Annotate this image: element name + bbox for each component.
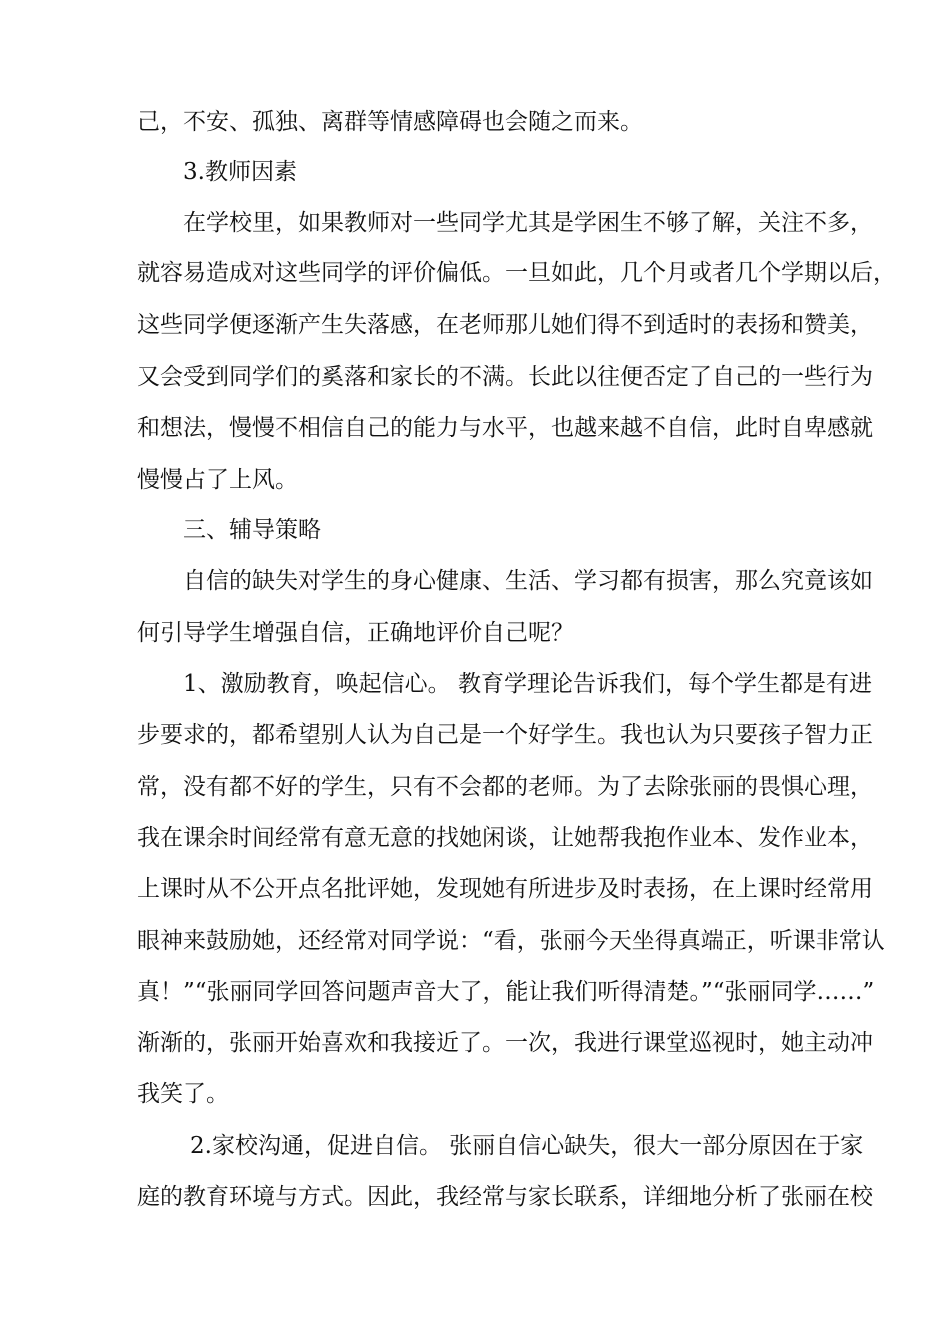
text-line-12: 1、激励教育，唤起信心。 教育学理论告诉我们，每个学生都是有进 — [183, 671, 872, 697]
text-line-8: 慢慢占了上风。 — [137, 467, 298, 493]
text-line-22: 庭的教育环境与方式。因此，我经常与家长联系，详细地分析了张丽在校 — [137, 1184, 873, 1210]
text-line-4: 就容易造成对这些同学的评价偏低。一旦如此，几个月或者几个学期以后， — [137, 260, 896, 286]
text-line-1: 己，不安、孤独、离群等情感障碍也会随之而来。 — [137, 109, 643, 135]
text-line-7: 和想法，慢慢不相信自己的能力与水平，也越来越不自信，此时自卑感就 — [137, 415, 873, 441]
section-heading-counseling-strategy: 三、辅导策略 — [183, 517, 321, 543]
text-line-14: 常，没有都不好的学生，只有不会都的老师。为了去除张丽的畏惧心理， — [137, 774, 873, 800]
text-line-10: 自信的缺失对学生的身心健康、生活、学习都有损害，那么究竟该如 — [183, 568, 873, 594]
text-line-21: 2.家校沟通，促进自信。 张丽自信心缺失，很大一部分原因在于家 — [190, 1133, 864, 1159]
text-line-16: 上课时从不公开点名批评她，发现她有所进步及时表扬，在上课时经常用 — [137, 876, 873, 902]
text-line-3: 在学校里，如果教师对一些同学尤其是学困生不够了解，关注不多， — [183, 210, 873, 236]
text-line-18: 真！”“张丽同学回答问题声音大了，能让我们听得清楚。”“张丽同学……” — [137, 979, 875, 1005]
section-heading-teacher-factors: 3.教师因素 — [183, 159, 297, 185]
text-line-13: 步要求的，都希望别人认为自己是一个好学生。我也认为只要孩子智力正 — [137, 722, 873, 748]
text-line-20: 我笑了。 — [137, 1081, 229, 1107]
text-line-6: 又会受到同学们的奚落和家长的不满。长此以往便否定了自己的一些行为 — [137, 364, 873, 390]
text-line-19: 渐渐的，张丽开始喜欢和我接近了。一次，我进行课堂巡视时，她主动冲 — [137, 1030, 873, 1056]
text-line-5: 这些同学便逐渐产生失落感，在老师那儿她们得不到适时的表扬和赞美， — [137, 312, 873, 338]
text-line-17: 眼神来鼓励她，还经常对同学说：“看，张丽今天坐得真端正，听课非常认 — [137, 928, 885, 954]
text-line-11: 何引导学生增强自信，正确地评价自己呢？ — [137, 620, 574, 646]
text-line-15: 我在课余时间经常有意无意的找她闲谈，让她帮我抱作业本、发作业本， — [137, 825, 873, 851]
